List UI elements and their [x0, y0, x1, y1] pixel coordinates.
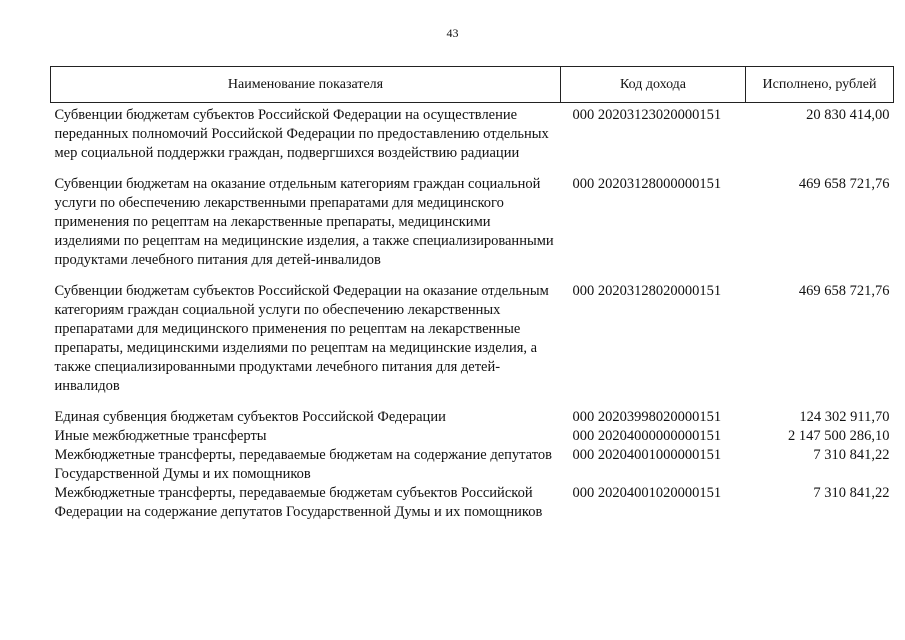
header-revenue-code: Код дохода	[561, 67, 746, 103]
table-header-row	[51, 67, 894, 103]
cell-indicator-name: Единая субвенция бюджетам субъектов Российской Федерации	[54, 409, 446, 425]
cell-executed-amount: 469 658 721,76	[798, 283, 890, 299]
cell-revenue-code: 000 20204001000000151	[572, 447, 722, 463]
cell-indicator-name: Субвенции бюджетам субъектов Российской Федерации на осуществление переданных полномочий Российской Федерации по предоставлению отдельных мер социальной поддержки граждан, подвергшихся воздействию радиации	[54, 107, 549, 161]
cell-executed-amount: 7 310 841,22	[813, 485, 890, 501]
table-row	[51, 175, 894, 282]
table-row	[51, 282, 894, 408]
cell-executed-amount: 7 310 841,22	[813, 447, 890, 463]
table-row	[51, 484, 894, 522]
cell-revenue-code: 000 20203128000000151	[572, 176, 722, 192]
cell-executed-amount: 20 830 414,00	[806, 107, 890, 123]
table-row	[51, 446, 894, 484]
table-row	[51, 408, 894, 427]
cell-revenue-code: 000 20204000000000151	[572, 428, 722, 444]
header-executed-amount: Исполнено, рублей	[746, 67, 894, 103]
cell-indicator-name: Иные межбюджетные трансферты	[54, 428, 267, 444]
cell-executed-amount: 2 147 500 286,10	[788, 428, 890, 444]
cell-revenue-code: 000 20203128020000151	[572, 283, 722, 299]
cell-indicator-name: Субвенции бюджетам на оказание отдельным категориям граждан социальной услуги по обеспечению лекарственными препаратами для медицинского применения по рецептам на лекарственные препараты, медицинскими изделиями по рецептам на медицинские изделия, а также специализированными продуктами лечебного питания для детей-инвалидов	[54, 176, 554, 268]
cell-indicator-name: Межбюджетные трансферты, передаваемые бюджетам на содержание депутатов Государственной Думы и их помощников	[54, 447, 552, 482]
cell-revenue-code: 000 20203998020000151	[572, 409, 722, 425]
cell-revenue-code: 000 20203123020000151	[572, 107, 722, 123]
cell-revenue-code: 000 20204001020000151	[572, 485, 722, 501]
header-indicator-name: Наименование показателя	[51, 67, 561, 103]
cell-indicator-name: Субвенции бюджетам субъектов Российской Федерации на оказание отдельным категориям граждан социальной услуги по обеспечению лекарственных препаратами для медицинского применения по рецептам на лекарственные препараты, медицинскими изделиями по рецептам на медицинские изделия, а также специализированными продуктами лечебного питания для детей-инвалидов	[54, 283, 549, 394]
cell-indicator-name: Межбюджетные трансферты, передаваемые бюджетам субъектов Российской Федерации на содержание депутатов Государственной Думы и их помощников	[54, 485, 543, 520]
table-row	[51, 103, 894, 176]
revenue-table	[50, 66, 894, 522]
cell-executed-amount: 469 658 721,76	[798, 176, 890, 192]
page-number: 43	[446, 26, 459, 40]
cell-executed-amount: 124 302 911,70	[799, 409, 890, 425]
table-row	[51, 427, 894, 446]
